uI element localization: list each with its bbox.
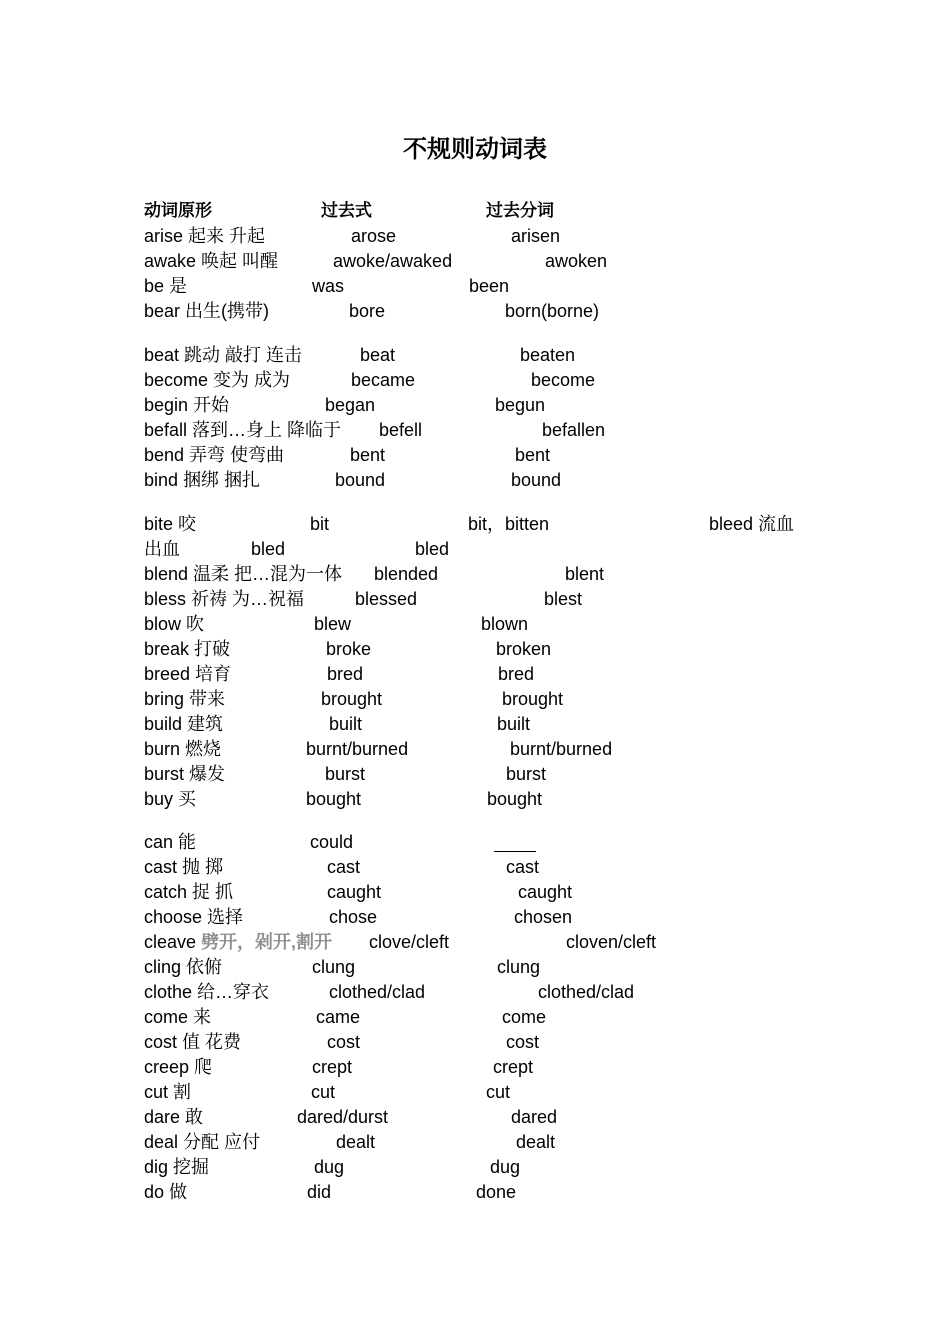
verb-past: brought [321, 689, 383, 709]
verb-row [0, 1030, 950, 1055]
verb-past: clove/cleft [369, 932, 450, 952]
verb-participle: befallen [542, 420, 606, 440]
verb-row [0, 1155, 950, 1180]
verb-past: began [325, 395, 376, 415]
verb-base: come 来 [144, 1007, 212, 1027]
verb-participle: cloven/cleft [566, 932, 657, 952]
verb-base: begin 开始 [144, 395, 230, 415]
verb-past: bred [327, 664, 364, 684]
verb-past: burst [325, 764, 366, 784]
verb-base: breed 培育 [144, 664, 232, 684]
verb-participle: crept [493, 1057, 534, 1077]
verb-participle: come [502, 1007, 547, 1027]
verb-base: burn 燃烧 [144, 739, 222, 759]
verb-base: cast 抛 掷 [144, 857, 224, 877]
verb-past: arose [351, 226, 397, 246]
verb-past: built [329, 714, 363, 734]
verb-base: befall 落到…身上 降临于 [144, 420, 342, 440]
verb-base: blow 吹 [144, 614, 205, 634]
verb-base: 出血 [144, 539, 180, 559]
verb-participle-blank [494, 830, 536, 855]
verb-participle: clothed/clad [538, 982, 635, 1002]
verb-past: blew [314, 614, 352, 634]
verb-row [0, 562, 950, 587]
verb-participle: awoken [545, 251, 608, 271]
verb-row [0, 587, 950, 612]
verb-row [0, 637, 950, 662]
verb-row [0, 537, 950, 562]
verb-row [0, 418, 950, 443]
verb-base: choose 选择 [144, 907, 244, 927]
verb-row [0, 512, 950, 537]
header-past-participle: 过去分词 [486, 201, 554, 221]
verb-participle: chosen [514, 907, 573, 927]
verb-participle: bent [515, 445, 551, 465]
header-past-tense: 过去式 [321, 201, 372, 221]
verb-past: bought [306, 789, 362, 809]
verb-base: cost 值 花费 [144, 1032, 242, 1052]
verb-row [0, 737, 950, 762]
verb-past: broke [326, 639, 372, 659]
verb-past: became [351, 370, 416, 390]
verb-base: bless 祈祷 为…祝福 [144, 589, 305, 609]
verb-base: bind 捆绑 捆扎 [144, 470, 261, 490]
verb-row [0, 249, 950, 274]
verb-past: could [310, 832, 354, 852]
verb-past: clothed/clad [329, 982, 426, 1002]
verb-base: blend 温柔 把…混为一体 [144, 564, 343, 584]
verb-participle: bred [498, 664, 535, 684]
verb-row [0, 1055, 950, 1080]
verb-participle: become [531, 370, 596, 390]
verb-participle: done [476, 1182, 517, 1202]
verb-base: can 能 [144, 832, 197, 852]
verb-row [0, 980, 950, 1005]
verb-base: be 是 [144, 276, 188, 296]
verb-past: did [307, 1182, 332, 1202]
verb-base: cling 依俯 [144, 957, 223, 977]
verb-row [0, 855, 950, 880]
verb-base: become 变为 成为 [144, 370, 291, 390]
verb-base-wrapped: bleed 流血 [709, 514, 795, 534]
header-base-form: 动词原形 [144, 201, 212, 221]
verb-row [0, 468, 950, 493]
verb-base: dig 挖掘 [144, 1157, 210, 1177]
verb-participle: dug [490, 1157, 521, 1177]
verb-row [0, 299, 950, 324]
verb-participle: clung [497, 957, 541, 977]
verb-row [0, 224, 950, 249]
verb-row [0, 393, 950, 418]
verb-row [0, 1130, 950, 1155]
verb-row [0, 787, 950, 812]
verb-participle: bought [487, 789, 543, 809]
verb-participle: bound [511, 470, 562, 490]
verb-row [0, 687, 950, 712]
verb-participle: bit，bitten [468, 514, 550, 534]
verb-row [0, 1080, 950, 1105]
verb-past: chose [329, 907, 378, 927]
verb-participle: blent [565, 564, 605, 584]
verb-row [0, 712, 950, 737]
verb-past: caught [327, 882, 382, 902]
verb-participle: cost [506, 1032, 540, 1052]
verb-past: crept [312, 1057, 353, 1077]
verb-participle: brought [502, 689, 564, 709]
verb-past: bore [349, 301, 386, 321]
verb-row [0, 443, 950, 468]
verb-row [0, 880, 950, 905]
verb-base: deal 分配 应付 [144, 1132, 261, 1152]
verb-past: bound [335, 470, 386, 490]
verb-participle: blown [481, 614, 529, 634]
table-header [0, 199, 950, 224]
verb-base [144, 930, 332, 955]
verb-base: clothe 给…穿衣 [144, 982, 270, 1002]
verb-row [0, 905, 950, 930]
verb-base: bring 带来 [144, 689, 226, 709]
verb-past: clung [312, 957, 356, 977]
verb-base: awake 唤起 叫醒 [144, 251, 279, 271]
page-title: 不规则动词表 [403, 134, 547, 163]
verb-past: dared/durst [297, 1107, 389, 1127]
verb-row [0, 762, 950, 787]
verb-past: burnt/burned [306, 739, 409, 759]
verb-base: break 打破 [144, 639, 231, 659]
verb-row [0, 368, 950, 393]
verb-base: bend 弄弯 使弯曲 [144, 445, 285, 465]
verb-participle: burst [506, 764, 547, 784]
verb-past: cut [311, 1082, 336, 1102]
verb-participle: cast [506, 857, 540, 877]
verb-participle: born(borne) [505, 301, 600, 321]
verb-past: dug [314, 1157, 345, 1177]
verb-past: came [316, 1007, 361, 1027]
verb-participle: dealt [516, 1132, 556, 1152]
verb-base-word: cleave [144, 932, 197, 952]
verb-row [0, 612, 950, 637]
verb-past: bent [350, 445, 386, 465]
verb-base-note: 劈开，剁开,割开 [201, 932, 333, 952]
verb-base: dare 敢 [144, 1107, 204, 1127]
verb-participle: been [469, 276, 510, 296]
verb-row [0, 662, 950, 687]
verb-past: beat [360, 345, 396, 365]
verb-row [0, 1180, 950, 1205]
verb-base: bite 咬 [144, 514, 197, 534]
verb-base: cut 割 [144, 1082, 192, 1102]
verb-base: arise 起来 升起 [144, 226, 266, 246]
verb-past: bit [310, 514, 330, 534]
verb-base: buy 买 [144, 789, 197, 809]
verb-base: catch 捉 抓 [144, 882, 234, 902]
verb-participle: cut [486, 1082, 511, 1102]
verb-row [0, 955, 950, 980]
verb-participle: burnt/burned [510, 739, 613, 759]
verb-participle: built [497, 714, 531, 734]
verb-participle: bled [415, 539, 450, 559]
verb-past: dealt [336, 1132, 376, 1152]
verb-past: blended [374, 564, 439, 584]
verb-past: cast [327, 857, 361, 877]
verb-past: awoke/awaked [333, 251, 453, 271]
verb-base: bear 出生(携带) [144, 301, 270, 321]
verb-past: blessed [355, 589, 418, 609]
verb-participle: arisen [511, 226, 561, 246]
verb-base: build 建筑 [144, 714, 224, 734]
verb-row [0, 1005, 950, 1030]
verb-participle: begun [495, 395, 546, 415]
verb-past: cost [327, 1032, 361, 1052]
verb-row [0, 830, 950, 855]
verb-past: was [312, 276, 345, 296]
verb-row [0, 343, 950, 368]
verb-participle: dared [511, 1107, 558, 1127]
verb-participle: beaten [520, 345, 576, 365]
verb-participle: blest [544, 589, 583, 609]
verb-base: burst 爆发 [144, 764, 226, 784]
verb-base: do 做 [144, 1182, 188, 1202]
verb-row [0, 930, 950, 955]
verb-base: beat 跳动 敲打 连击 [144, 345, 303, 365]
verb-past: bled [251, 539, 286, 559]
verb-base: creep 爬 [144, 1057, 213, 1077]
verb-participle: broken [496, 639, 552, 659]
verb-participle: caught [518, 882, 573, 902]
verb-row [0, 1105, 950, 1130]
verb-row [0, 274, 950, 299]
verb-past: befell [379, 420, 423, 440]
